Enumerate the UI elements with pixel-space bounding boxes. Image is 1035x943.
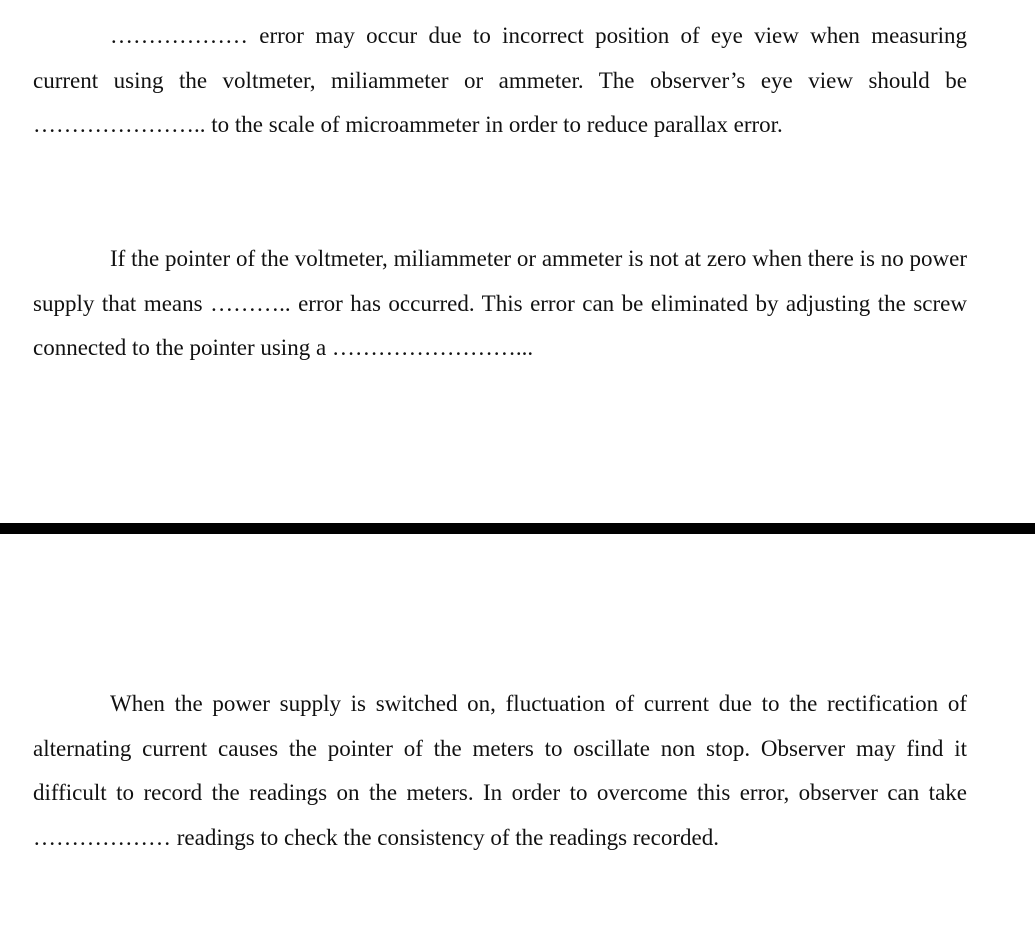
paragraph-parallax-error: ……………… error may occur due to incorrect position of eye view when measuring current using the voltmeter, miliammeter or ammeter. The observer’s eye view should be ………………….. to the scale of microammeter in order to reduce parallax error. [33, 23, 967, 138]
paragraph-random-error: When the power supply is switched on, fluctuation of current due to the rectification of alternating current causes the pointer of the meters to oscillate non stop. Observer may find it difficult to record the readings on the meters. In order to overcome this error, observer can take ……………… readings to check the consistency of the readings recorded. [33, 691, 967, 851]
section-divider [0, 523, 1035, 534]
paragraph-zero-error: If the pointer of the voltmeter, miliammeter or ammeter is not at zero when there is no power supply that means ……….. error has occurred. This error can be eliminated by adjusting the screw connected to the pointer using a ……………………... [33, 246, 967, 361]
